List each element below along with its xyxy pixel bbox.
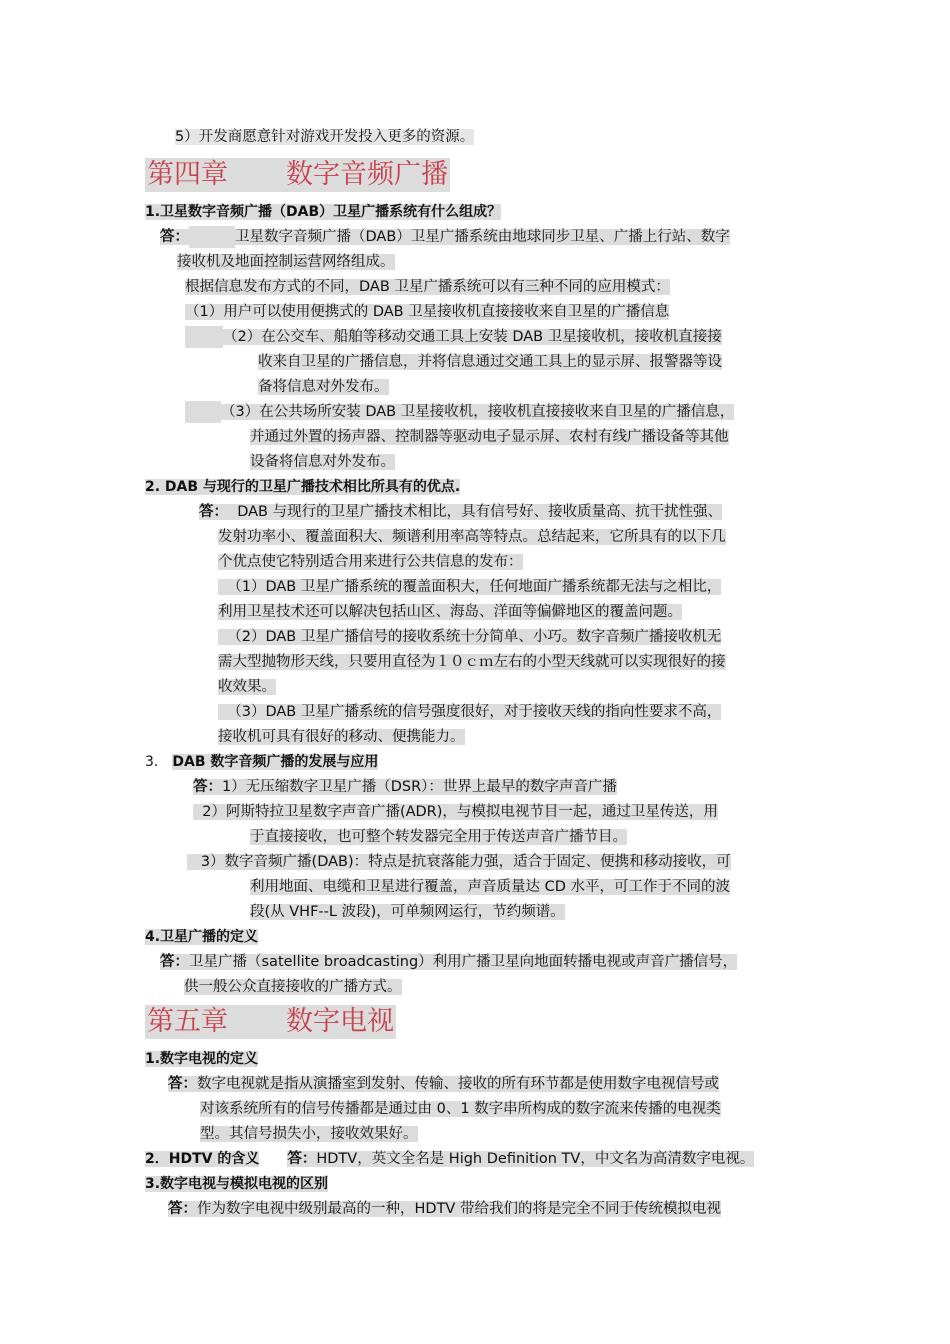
answer-line: 答： 卫星数字音频广播（DAB）卫星广播系统由地球同步卫星、广播上行站、数字	[160, 226, 730, 248]
answer-line: 2）阿斯特拉卫星数字声音广播(ADR)，与模拟电视节目一起，通过卫星传送，用	[193, 801, 718, 823]
question-heading: 1.数字电视的定义	[145, 1051, 259, 1067]
answer-line: 3）数字音频广播(DAB)：特点是抗衰落能力强，适合于固定、便携和移动接收，可	[187, 851, 731, 873]
answer-line: （1）DAB 卫星广播系统的覆盖面积大，任何地面广播系统都无法与之相比，	[218, 576, 721, 598]
answer-line: 答： DAB 与现行的卫星广播技术相比，具有信号好、接收质量高、抗干扰性强、	[199, 504, 723, 520]
answer-line: 答：卫星广播（satellite broadcasting）利用广播卫星向地面转播电视或声音广播信号，	[160, 954, 738, 970]
answer-line: 对该系统所有的信号传播都是通过由 0、1 数字串所构成的数字流来传播的电视类	[200, 1101, 721, 1117]
question-heading: 2. DAB 与现行的卫星广播技术相比所具有的优点.	[145, 479, 461, 495]
answer-line: 备将信息对外发布。	[258, 379, 389, 395]
answer-line: 供一般公众直接接收的广播方式。	[184, 979, 402, 995]
answer-line: （3）在公共场所安装 DAB 卫星接收机，接收机直接接收来自卫星的广播信息，	[185, 401, 734, 423]
answer-line: 发射功率小、覆盖面积大、频谱利用率高等特点。总结起来，它所具有的以下几	[218, 529, 726, 545]
answer-line: 根据信息发布方式的不同，DAB 卫星广播系统可以有三种不同的应用模式：	[185, 279, 670, 295]
answer-line: 段(从 VHF--L 波段)，可单频网运行，节约频谱。	[250, 904, 565, 920]
question-heading: 3. DAB 数字音频广播的发展与应用	[145, 754, 379, 770]
question-heading: 1.卫星数字音频广播（DAB）卫星广播系统有什么组成？	[145, 204, 502, 220]
answer-line: （2）DAB 卫星广播信号的接收系统十分简单、小巧。数字音频广播接收机无	[218, 626, 721, 648]
answer-line: 型。其信号损失小，接收效果好。	[200, 1126, 418, 1142]
answer-line: 接收机及地面控制运营网络组成。	[177, 254, 395, 270]
question-heading: 2．HDTV 的含义 答：HDTV，英文全名是 High Definition TV，中文名为高清数字电视。	[145, 1151, 755, 1167]
answer-line: 答：数字电视就是指从演播室到发射、传输、接收的所有环节都是使用数字电视信号或	[168, 1076, 719, 1092]
text-line: 5）开发商愿意针对游戏开发投入更多的资源。	[175, 129, 475, 145]
answer-line: （2）在公交车、船舶等移动交通工具上安装 DAB 卫星接收机，接收机直接接	[185, 326, 722, 348]
answer-line: 利用卫星技术还可以解决包括山区、海岛、洋面等偏僻地区的覆盖问题。	[218, 604, 682, 620]
answer-line: 答：1）无压缩数字卫星广播（DSR）：世界上最早的数字声音广播	[193, 779, 617, 795]
answer-line: 设备将信息对外发布。	[250, 454, 395, 470]
answer-line: 个优点使它特别适合用来进行公共信息的发布：	[218, 554, 523, 570]
answer-line: （1）用户可以使用便携式的 DAB 卫星接收机直接接收来自卫星的广播信息	[185, 304, 670, 320]
question-heading: 4.卫星广播的定义	[145, 929, 259, 945]
answer-line: （3）DAB 卫星广播系统的信号强度很好，对于接收天线的指向性要求不高，	[218, 701, 721, 723]
answer-line: 答：作为数字电视中级别最高的一种，HDTV 带给我们的将是完全不同于传统模拟电视	[168, 1201, 721, 1217]
question-heading: 3.数字电视与模拟电视的区别	[145, 1176, 329, 1192]
answer-line: 利用地面、电缆和卫星进行覆盖，声音质量达 CD 水平，可工作于不同的波	[250, 879, 731, 895]
answer-line: 接收机可具有很好的移动、便携能力。	[218, 729, 465, 745]
chapter-4-heading: 第四章 数字音频广播	[147, 159, 448, 190]
answer-line: 收效果。	[218, 679, 276, 695]
answer-line: 收来自卫星的广播信息，并将信息通过交通工具上的显示屏、报警器等设	[258, 354, 722, 370]
chapter-5-heading: 第五章 数字电视	[147, 1006, 394, 1037]
answer-line: 并通过外置的扬声器、控制器等驱动电子显示屏、农村有线广播设备等其他	[250, 429, 729, 445]
answer-line: 需大型抛物形天线，只要用直径为１０ｃｍ左右的小型天线就可以实现很好的接	[218, 654, 726, 670]
answer-line: 于直接接收，也可整个转发器完全用于传送声音广播节目。	[250, 829, 627, 845]
